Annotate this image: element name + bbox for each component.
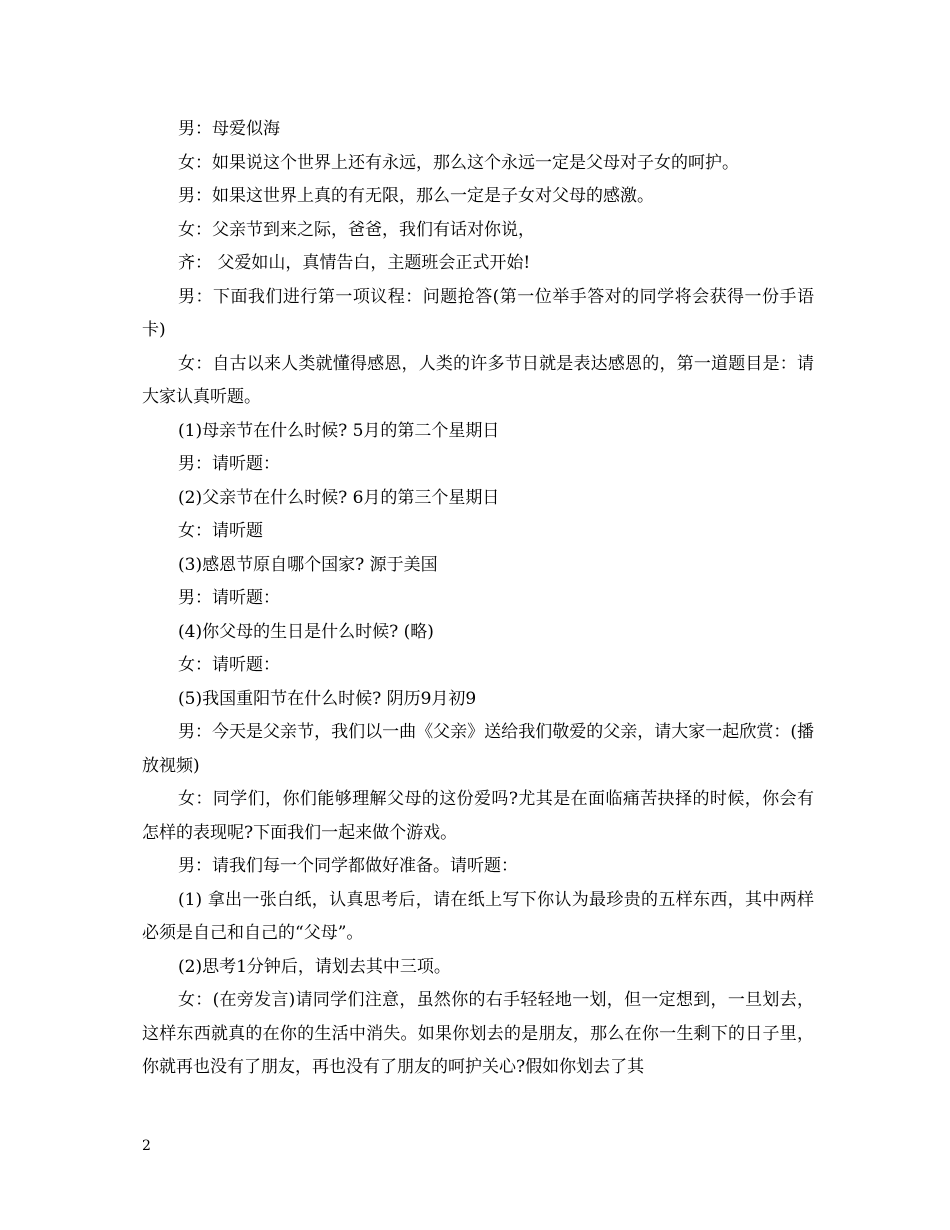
paragraph: 男：如果这世界上真的有无限，那么一定是子女对父母的感激。: [178, 186, 654, 206]
paragraph: 女：请听题：: [178, 655, 280, 675]
paragraph: 齐： 父爱如山，真情告白，主题班会正式开始!: [178, 253, 531, 273]
paragraph: (2)思考1分钟后，请划去其中三项。: [178, 956, 451, 977]
page-number: 2: [142, 1138, 151, 1154]
body-text: [142, 113, 814, 1085]
paragraph: (5)我国重阳节在什么时候? 阴历9月初9: [178, 688, 477, 709]
paragraph: (1) 拿出一张白纸，认真思考后，请在纸上写下你认为最珍贵的五样东西，其中两样必须是自己和自己的“父母”。: [142, 889, 814, 943]
paragraph: 男：下面我们进行第一项议程：问题抢答(第一位举手答对的同学将会获得一份手语卡): [142, 286, 814, 340]
paragraph: 女：同学们，你们能够理解父母的这份爱吗?尤其是在面临痛苦抉择的时候，你会有怎样的表现呢?下面我们一起来做个游戏。: [142, 789, 814, 843]
paragraph: 男：请听题：: [178, 454, 280, 474]
paragraph: 女：如果说这个世界上还有永远，那么这个永远一定是父母对子女的呵护。: [178, 152, 739, 173]
paragraph: 男：请听题：: [178, 588, 280, 608]
paragraph: (3)感恩节原自哪个国家? 源于美国: [178, 554, 438, 575]
paragraph: (1)母亲节在什么时候? 5月的第二个星期日: [178, 420, 500, 441]
paragraph: 女：请听题: [178, 521, 263, 541]
paragraph: 女：(在旁发言)请同学们注意，虽然你的右手轻轻地一划，但一定想到，一旦划去，这样东西就真的在你的生活中消失。如果你划去的是朋友，那么在你一生剩下的日子里，你就再也没有了朋友，再也没有了朋友的呵护关心?假如你划去了其: [142, 990, 814, 1077]
paragraph: 男：母爱似海: [178, 119, 280, 139]
paragraph: 女：父亲节到来之际，爸爸，我们有话对你说，: [178, 219, 535, 240]
paragraph: 男：今天是父亲节，我们以一曲《父亲》送给我们敬爱的父亲，请大家一起欣赏：(播放视频): [142, 722, 814, 776]
paragraph: 男：请我们每一个同学都做好准备。请听题：: [178, 856, 518, 876]
paragraph: (2)父亲节在什么时候? 6月的第三个星期日: [178, 487, 500, 508]
paragraph: 女：自古以来人类就懂得感恩，人类的许多节日就是表达感恩的，第一道题目是：请大家认真听题。: [142, 353, 814, 407]
paragraph: (4)你父母的生日是什么时候? (略): [178, 621, 434, 642]
